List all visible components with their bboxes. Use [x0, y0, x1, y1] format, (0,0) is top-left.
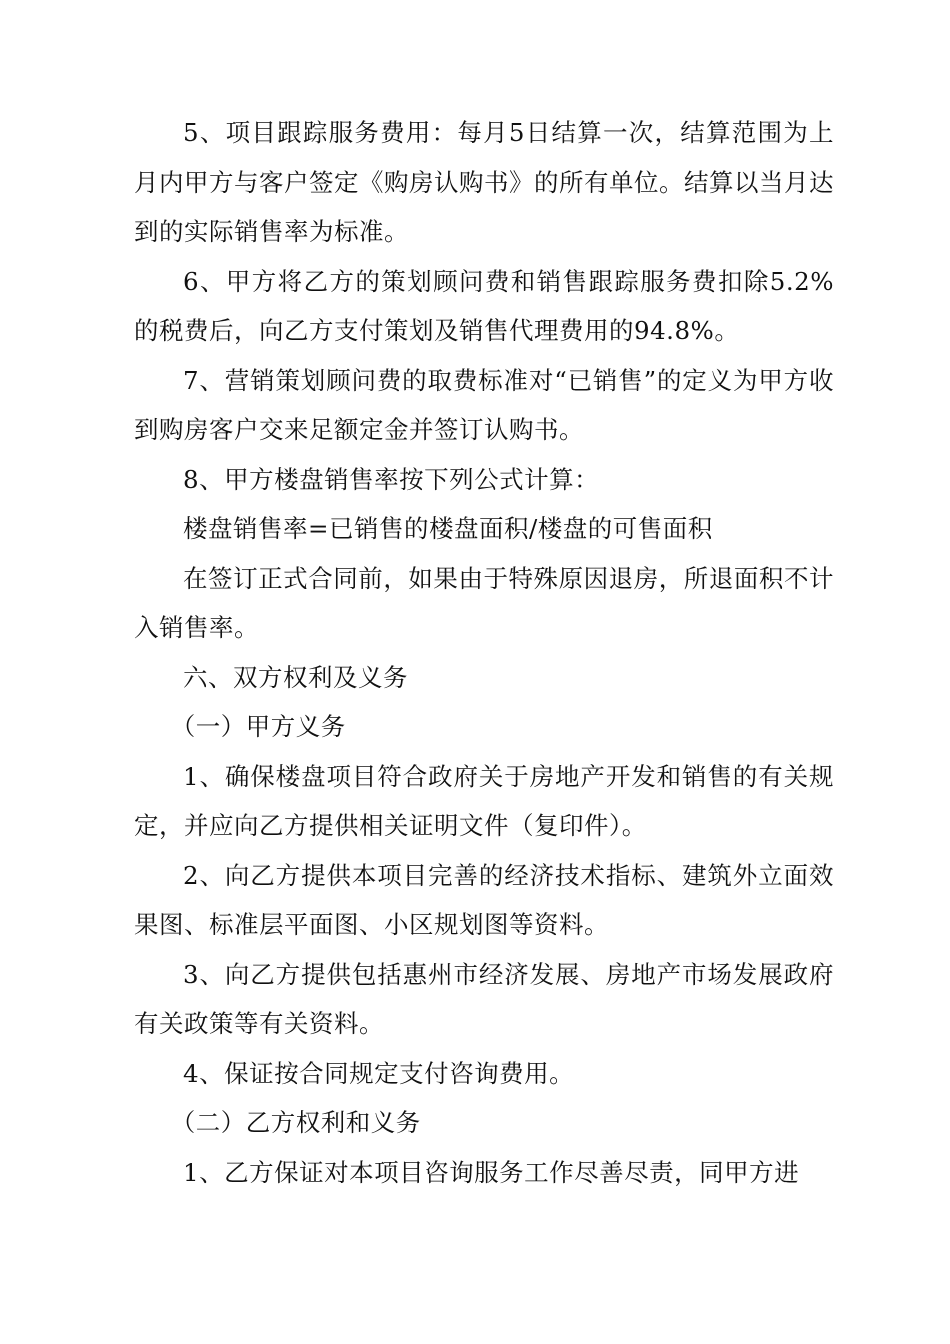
document-body: [134, 108, 834, 1197]
paragraph-party-a-item-4: 4、保证按合同规定支付咨询费用。: [183, 1058, 575, 1088]
paragraph-sales-rate-formula: 楼盘销售率=已销售的楼盘面积/楼盘的可售面积: [183, 514, 713, 543]
paragraph-party-a-item-2: 2、向乙方提供本项目完善的经济技术指标、建筑外立面效果图、标准层平面图、小区规划图等资料。: [134, 860, 834, 939]
paragraph-sales-rate-formula-intro: 8、甲方楼盘销售率按下列公式计算：: [183, 464, 600, 494]
paragraph-refund-exclusion: 在签订正式合同前，如果由于特殊原因退房，所退面积不计入销售率。: [134, 563, 834, 642]
section-heading-rights-obligations: 六、双方权利及义务: [183, 662, 408, 692]
paragraph-party-a-item-1: 1、确保楼盘项目符合政府关于房地产开发和销售的有关规定，并应向乙方提供相关证明文件（复印件）。: [134, 761, 834, 840]
subsection-heading-party-a: （一）甲方义务: [170, 712, 346, 741]
paragraph-tax-deduction: 6、甲方将乙方的策划顾问费和销售跟踪服务费扣除5.2%的税费后，向乙方支付策划及销售代理费用的94.8%。: [134, 266, 834, 345]
paragraph-party-a-item-3: 3、向乙方提供包括惠州市经济发展、房地产市场发展政府有关政策等有关资料。: [134, 959, 834, 1038]
paragraph-fee-settlement: 5、项目跟踪服务费用：每月5日结算一次，结算范围为上月内甲方与客户签定《购房认购书》的所有单位。结算以当月达到的实际销售率为标准。: [134, 118, 834, 246]
paragraph-sold-definition: 7、营销策划顾问费的取费标准对“已销售”的定义为甲方收到购房客户交来足额定金并签订认购书。: [134, 365, 834, 444]
subsection-heading-party-b: （二）乙方权利和义务: [170, 1108, 421, 1137]
paragraph-party-b-item-1: 1、乙方保证对本项目咨询服务工作尽善尽责，同甲方进: [183, 1157, 800, 1187]
